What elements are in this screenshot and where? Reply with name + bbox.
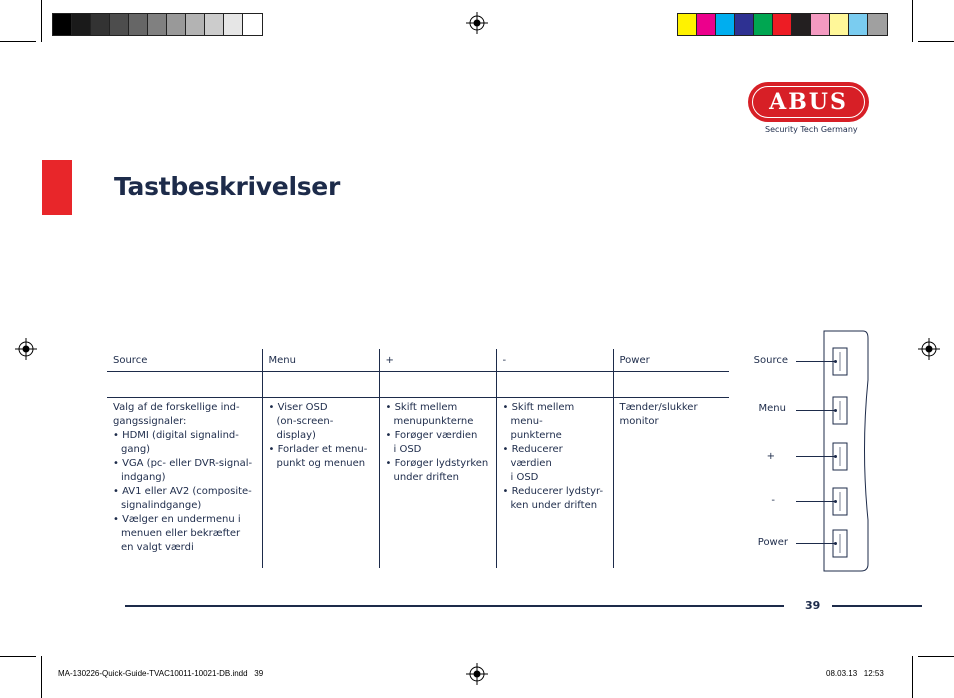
color-swatch (830, 14, 849, 35)
description-line: Valg af de forskellige ind- gangssignaler: (113, 402, 240, 427)
crop-mark (0, 656, 36, 657)
leader-line (796, 361, 836, 362)
color-swatch (129, 14, 148, 35)
color-swatch (110, 14, 129, 35)
color-swatch (148, 14, 167, 35)
monitor-side-diagram (823, 330, 869, 572)
leader-dot (834, 409, 837, 412)
description-line: • HDMI (digital signalind- gang) (113, 430, 239, 455)
diagram-label-minus: - (771, 495, 775, 506)
page-number: 39 (805, 599, 821, 612)
leader-line (796, 410, 836, 411)
footer-rule (125, 605, 784, 607)
registration-mark-icon (15, 338, 37, 360)
print-slug-date: 08.03.13 12:53 (826, 669, 884, 678)
column-header-power: Power (613, 349, 729, 372)
color-swatch (243, 14, 262, 35)
description-line: • Forlader et menu- punkt og menuen (268, 444, 368, 469)
color-swatch (205, 14, 224, 35)
color-swatch (716, 14, 735, 35)
color-swatch (72, 14, 91, 35)
diagram-label-plus: + (766, 451, 775, 462)
registration-mark-icon (918, 338, 940, 360)
color-swatch (868, 14, 887, 35)
color-swatch (849, 14, 868, 35)
color-swatch (773, 14, 792, 35)
minus-description (496, 398, 613, 569)
section-tab (42, 160, 72, 215)
description-line: • Forøger værdien i OSD (385, 430, 478, 455)
description-line: • Viser OSD (on-screen-display) (268, 402, 334, 441)
description-line: • Vælger en undermenu i menuen eller bekræfter en valgt værdi (113, 514, 241, 553)
diagram-label-menu: Menu (758, 403, 786, 414)
spacer-cell (613, 372, 729, 398)
registration-mark-icon (466, 663, 488, 685)
footer-rule (832, 605, 922, 607)
color-swatch (678, 14, 697, 35)
color-swatch (792, 14, 811, 35)
power-description (613, 398, 729, 569)
color-swatch (811, 14, 830, 35)
color-swatch (224, 14, 243, 35)
leader-line (796, 543, 836, 544)
leader-line (796, 501, 836, 502)
description-line: • Reducerer lydstyr- ken under driften (502, 486, 604, 511)
diagram-label-power: Power (757, 537, 788, 548)
crop-mark (912, 0, 913, 42)
description-line: • Reducerer værdien i OSD (502, 444, 563, 483)
logo-tagline: Security Tech Germany (765, 125, 858, 134)
leader-dot (834, 542, 837, 545)
color-swatch (735, 14, 754, 35)
spacer-cell (107, 372, 262, 398)
crop-mark (41, 656, 42, 698)
column-header-menu: Menu (262, 349, 379, 372)
column-header-minus: - (496, 349, 613, 372)
leader-dot (834, 360, 837, 363)
column-header-plus: + (379, 349, 496, 372)
description-line: • Skift mellem menu- punkterne (502, 402, 575, 441)
registration-mark-icon (466, 12, 488, 34)
description-line: • Skift mellem menupunkterne (385, 402, 474, 427)
page-title: Tastbeskrivelser (114, 172, 340, 201)
spacer-cell (496, 372, 613, 398)
spacer-cell (379, 372, 496, 398)
color-swatch (697, 14, 716, 35)
diagram-label-source: Source (753, 355, 788, 366)
description-line: • Forøger lydstyrken under driften (385, 458, 489, 483)
description-line: Tænder/slukker monitor (619, 402, 698, 427)
color-swatch (186, 14, 205, 35)
description-line: • VGA (pc- eller DVR-signal- indgang) (113, 458, 253, 483)
color-swatch (754, 14, 773, 35)
color-swatch (167, 14, 186, 35)
crop-mark (0, 41, 36, 42)
crop-mark (912, 656, 913, 698)
crop-mark (918, 41, 954, 42)
spacer-cell (262, 372, 379, 398)
plus-description (379, 398, 496, 569)
column-header-source: Source (107, 349, 262, 372)
grayscale-bar (52, 13, 263, 36)
print-slug-file: MA-130226-Quick-Guide-TVAC10011-10021-DB.indd 39 (58, 669, 264, 678)
crop-mark (918, 656, 954, 657)
source-description (107, 398, 262, 569)
leader-line (796, 456, 836, 457)
description-line: • AV1 eller AV2 (composite- signalindgange) (113, 486, 252, 511)
menu-description (262, 398, 379, 569)
color-calibration-bar (677, 13, 888, 36)
key-description-table (107, 349, 729, 568)
abus-logo (748, 82, 869, 122)
color-swatch (91, 14, 110, 35)
leader-dot (834, 500, 837, 503)
crop-mark (41, 0, 42, 42)
leader-dot (834, 455, 837, 458)
logo-wordmark: ABUS (769, 89, 848, 115)
color-swatch (53, 14, 72, 35)
